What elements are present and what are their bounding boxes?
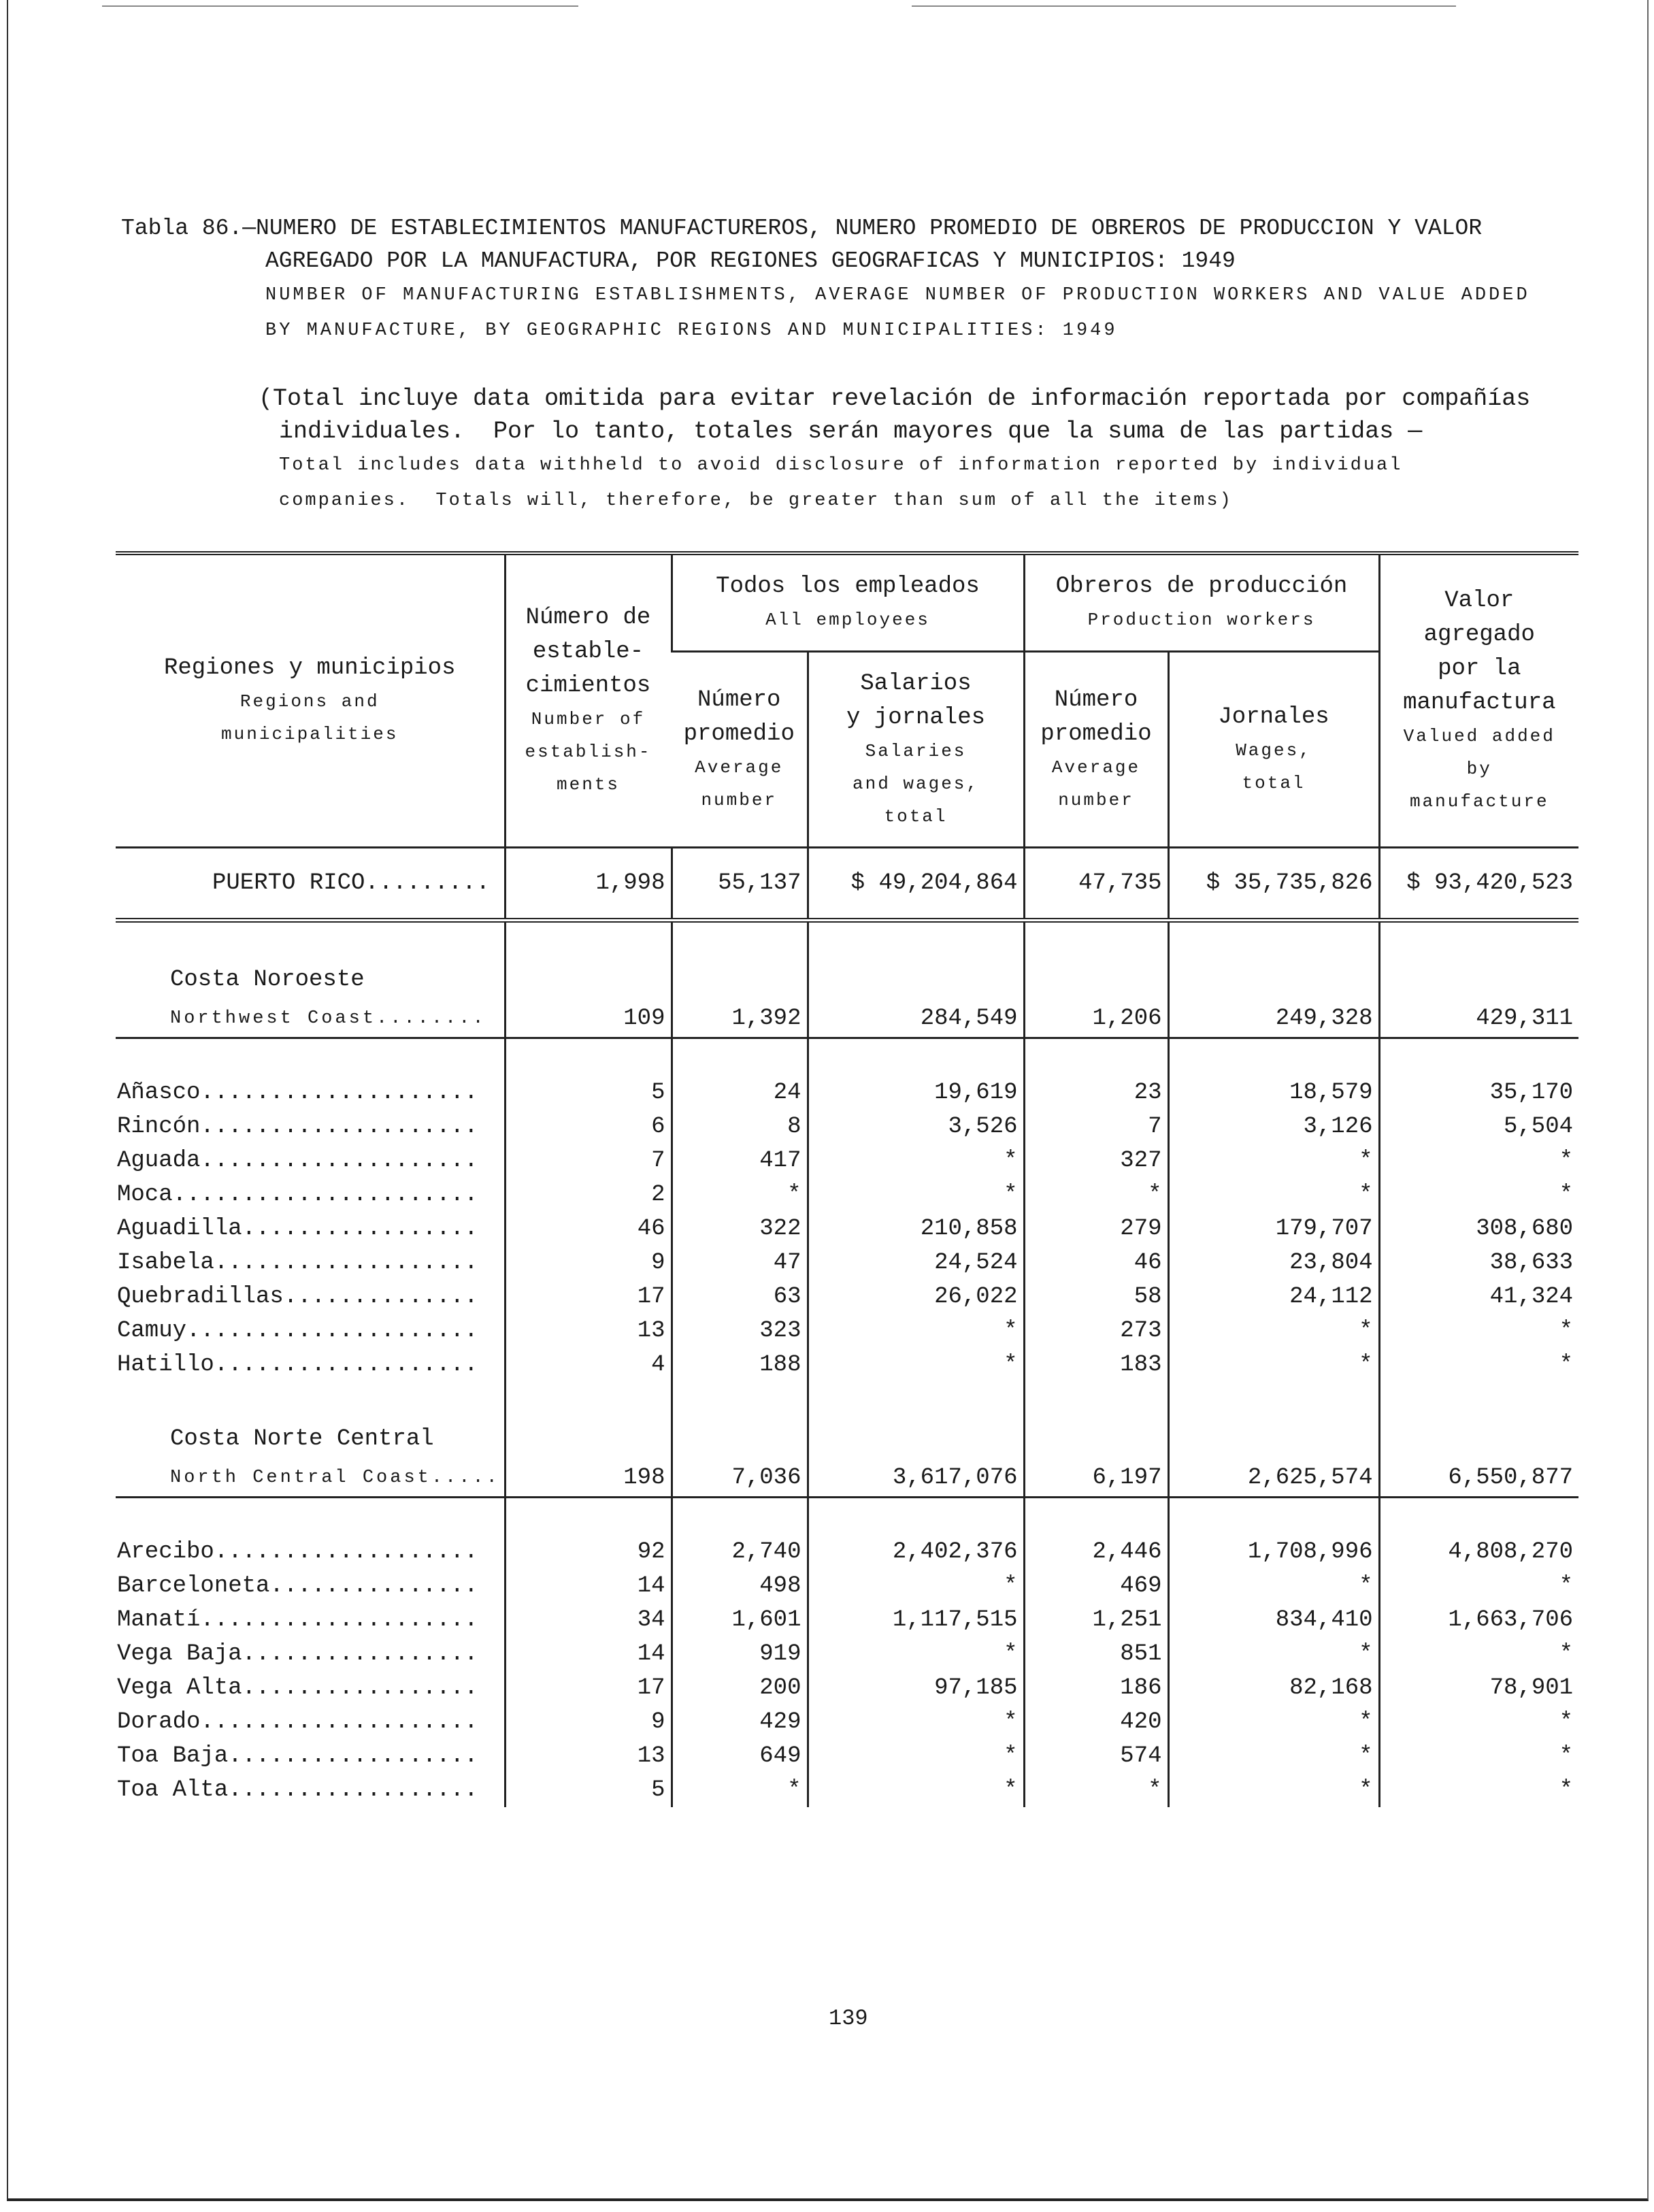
note-en-line2: companies. Totals will, therefore, be greater than sum of all the items) [279, 491, 1233, 511]
cell: 186 [1024, 1671, 1168, 1705]
cell: 4 [505, 1348, 672, 1382]
cell: 13 [505, 1739, 672, 1773]
cell: 8 [672, 1110, 808, 1144]
note-en-line1: Total includes data withheld to avoid disclosure of information reported by individual [279, 455, 1403, 476]
cell: 38,633 [1379, 1246, 1578, 1280]
cell: 92 [505, 1535, 672, 1569]
municipality-name: Barceloneta............... [117, 1573, 478, 1599]
region-total-row [116, 1459, 1578, 1498]
cell: 97,185 [808, 1671, 1024, 1705]
cell: 41,324 [1379, 1280, 1578, 1314]
cell: * [808, 1569, 1024, 1603]
municipality-name: Dorado.................... [117, 1709, 478, 1735]
cell: * [1168, 1178, 1379, 1212]
cell: 24 [672, 1076, 808, 1110]
cell: 308,680 [1379, 1212, 1578, 1246]
cell: 284,549 [808, 1000, 1024, 1038]
municipality-row [116, 1535, 1578, 1569]
municipality-row [116, 1348, 1578, 1382]
cell: 1,663,706 [1379, 1603, 1578, 1637]
cell: 46 [505, 1212, 672, 1246]
municipality-name: Aguadilla................. [117, 1216, 478, 1242]
table-title [121, 212, 1584, 348]
cell: 17 [505, 1671, 672, 1705]
header-production-workers: Obreros de producción Production workers [1024, 553, 1379, 652]
cell: 327 [1024, 1144, 1168, 1178]
cell: 78,901 [1379, 1671, 1578, 1705]
cell: * [1168, 1739, 1379, 1773]
cell: 47 [672, 1246, 808, 1280]
cell: 649 [672, 1739, 808, 1773]
cell: 6 [505, 1110, 672, 1144]
cell: 429,311 [1379, 1000, 1578, 1038]
cell: 63 [672, 1280, 808, 1314]
cell: 13 [505, 1314, 672, 1348]
cell: 574 [1024, 1739, 1168, 1773]
note-es-line2: individuales. Por lo tanto, totales serán mayores que la suma de las partidas — [279, 418, 1423, 445]
cell: 7,036 [672, 1459, 808, 1498]
title-en-line2: BY MANUFACTURE, BY GEOGRAPHIC REGIONS AND MUNICIPALITIES: 1949 [265, 320, 1118, 341]
cell: * [1168, 1569, 1379, 1603]
cell: * [1379, 1144, 1578, 1178]
cell: * [808, 1144, 1024, 1178]
cell: 322 [672, 1212, 808, 1246]
header-value-added: Valor agregado por la manufactura Valued added by manufacture [1379, 553, 1578, 848]
municipality-name: Toa Alta.................. [117, 1777, 478, 1803]
cell: 851 [1024, 1637, 1168, 1671]
cell: 35,170 [1379, 1076, 1578, 1110]
cell: * [808, 1178, 1024, 1212]
cell: * [1168, 1705, 1379, 1739]
municipality-name: Rincón.................... [117, 1114, 478, 1140]
cell: 1,708,996 [1168, 1535, 1379, 1569]
cell: $ 35,735,826 [1168, 848, 1379, 921]
municipality-name: Isabela................... [117, 1250, 478, 1276]
cell: 34 [505, 1603, 672, 1637]
region-name-en: Northwest Coast........ [170, 1008, 486, 1029]
municipality-row [116, 1637, 1578, 1671]
cell: 2,740 [672, 1535, 808, 1569]
cell: 919 [672, 1637, 808, 1671]
region-title-row [116, 1419, 1578, 1459]
municipality-row [116, 1671, 1578, 1705]
cell: * [672, 1178, 808, 1212]
municipality-row [116, 1178, 1578, 1212]
municipality-name: Aguada.................... [117, 1148, 478, 1174]
cell: 498 [672, 1569, 808, 1603]
cell: 1,251 [1024, 1603, 1168, 1637]
cell: 82,168 [1168, 1671, 1379, 1705]
cell: 429 [672, 1705, 808, 1739]
cell: * [1024, 1773, 1168, 1807]
cell: 2,402,376 [808, 1535, 1024, 1569]
municipality-name: Quebradillas.............. [117, 1284, 478, 1310]
note-es-line1: (Total incluye data omitida para evitar revelación de información reportada por compañías [259, 385, 1531, 412]
municipality-row [116, 1076, 1578, 1110]
municipality-name: Arecibo................... [117, 1539, 478, 1565]
table-note [259, 382, 1585, 518]
cell: 3,617,076 [808, 1459, 1024, 1498]
cell: $ 49,204,864 [808, 848, 1024, 921]
cell: 200 [672, 1671, 808, 1705]
cell: * [1379, 1637, 1578, 1671]
region-total-row [116, 1000, 1578, 1038]
cell: 1,117,515 [808, 1603, 1024, 1637]
cell: 1,392 [672, 1000, 808, 1038]
cell: 23 [1024, 1076, 1168, 1110]
cell: * [1379, 1773, 1578, 1807]
cell: 420 [1024, 1705, 1168, 1739]
cell: * [808, 1637, 1024, 1671]
municipality-row [116, 1739, 1578, 1773]
cell: 417 [672, 1144, 808, 1178]
cell: 2,446 [1024, 1535, 1168, 1569]
cell: 198 [505, 1459, 672, 1498]
cell: 17 [505, 1280, 672, 1314]
cell: 58 [1024, 1280, 1168, 1314]
title-es-line2: AGREGADO POR LA MANUFACTURA, POR REGIONES GEOGRAFICAS Y MUNICIPIOS: 1949 [265, 248, 1236, 274]
cell: * [1168, 1144, 1379, 1178]
top-rule [102, 5, 578, 7]
cell: 6,197 [1024, 1459, 1168, 1498]
cell: 188 [672, 1348, 808, 1382]
cell: * [808, 1739, 1024, 1773]
cell: 14 [505, 1569, 672, 1603]
cell: 323 [672, 1314, 808, 1348]
cell: * [1168, 1637, 1379, 1671]
cell: 834,410 [1168, 1603, 1379, 1637]
cell: 210,858 [808, 1212, 1024, 1246]
header-prod-avg-number: Número promedio Average number [1024, 652, 1168, 848]
cell: 3,126 [1168, 1110, 1379, 1144]
municipality-name: Camuy..................... [117, 1318, 478, 1344]
cell: 46 [1024, 1246, 1168, 1280]
cell: * [1379, 1178, 1578, 1212]
cell: 7 [505, 1144, 672, 1178]
cell: 3,526 [808, 1110, 1024, 1144]
cell: * [808, 1314, 1024, 1348]
municipality-row [116, 1569, 1578, 1603]
municipality-name: Vega Alta................. [117, 1675, 478, 1701]
cell: 1,998 [505, 848, 672, 921]
municipality-row [116, 1110, 1578, 1144]
cell: * [1379, 1348, 1578, 1382]
cell: * [1024, 1178, 1168, 1212]
cell: 2,625,574 [1168, 1459, 1379, 1498]
total-row-puerto-rico [116, 848, 1578, 921]
cell: 9 [505, 1246, 672, 1280]
municipality-row [116, 1314, 1578, 1348]
municipality-name: Hatillo................... [117, 1352, 478, 1378]
cell: 4,808,270 [1379, 1535, 1578, 1569]
cell: 1,601 [672, 1603, 808, 1637]
title-es-line1: Tabla 86.—NUMERO DE ESTABLECIMIENTOS MANUFACTUREROS, NUMERO PROMEDIO DE OBREROS DE PRODUCCION Y VALOR [121, 216, 1483, 241]
municipality-row [116, 1246, 1578, 1280]
cell: 109 [505, 1000, 672, 1038]
cell: * [808, 1773, 1024, 1807]
municipality-row [116, 1144, 1578, 1178]
cell: 5 [505, 1773, 672, 1807]
cell: 279 [1024, 1212, 1168, 1246]
cell: 47,735 [1024, 848, 1168, 921]
header-all-avg-number: Número promedio Average number [683, 687, 795, 810]
cell: 14 [505, 1637, 672, 1671]
cell: 5,504 [1379, 1110, 1578, 1144]
cell: 24,112 [1168, 1280, 1379, 1314]
cell: $ 93,420,523 [1379, 848, 1578, 921]
municipality-row [116, 1705, 1578, 1739]
cell: * [1168, 1348, 1379, 1382]
municipality-row [116, 1280, 1578, 1314]
header-region: Regiones y municipios Regions and municipalities [164, 655, 456, 744]
municipality-name: Vega Baja................. [117, 1641, 478, 1667]
municipality-name: Moca...................... [117, 1182, 478, 1208]
cell: 179,707 [1168, 1212, 1379, 1246]
municipality-row [116, 1212, 1578, 1246]
cell: * [1379, 1569, 1578, 1603]
cell: 273 [1024, 1314, 1168, 1348]
cell: 183 [1024, 1348, 1168, 1382]
cell: 23,804 [1168, 1246, 1379, 1280]
municipality-name: Añasco.................... [117, 1080, 478, 1106]
municipality-name: Manatí.................... [117, 1607, 478, 1633]
municipality-row [116, 1773, 1578, 1807]
header-salaries: Salarios y jornales Salaries and wages, total [808, 652, 1024, 848]
top-rule [912, 5, 1456, 7]
header-wages: Jornales Wages, total [1168, 652, 1379, 848]
cell: * [1379, 1705, 1578, 1739]
cell: 19,619 [808, 1076, 1024, 1110]
cell: * [1379, 1314, 1578, 1348]
row-label: PUERTO RICO......... [212, 870, 491, 896]
cell: 55,137 [672, 848, 808, 921]
municipality-name: Toa Baja.................. [117, 1743, 478, 1769]
data-table [116, 551, 1578, 1807]
municipality-row [116, 1603, 1578, 1637]
cell: 26,022 [808, 1280, 1024, 1314]
cell: * [808, 1348, 1024, 1382]
cell: * [808, 1705, 1024, 1739]
cell: 7 [1024, 1110, 1168, 1144]
cell: * [672, 1773, 808, 1807]
cell: 5 [505, 1076, 672, 1110]
header-all-employees: Todos los empleados All employees [672, 553, 1024, 652]
header-establishments: Número de estable- cimientos Number of establish- ments [505, 553, 672, 848]
cell: * [1168, 1773, 1379, 1807]
page-number: 139 [829, 2006, 868, 2031]
cell: 249,328 [1168, 1000, 1379, 1038]
cell: 6,550,877 [1379, 1459, 1578, 1498]
region-name-en: North Central Coast..... [170, 1468, 500, 1488]
cell: 18,579 [1168, 1076, 1379, 1110]
cell: 469 [1024, 1569, 1168, 1603]
region-name-es: Costa Norte Central [170, 1426, 434, 1452]
region-title-row [116, 959, 1578, 1000]
title-en-line1: NUMBER OF MANUFACTURING ESTABLISHMENTS, AVERAGE NUMBER OF PRODUCTION WORKERS AND VALUE ADDED [265, 285, 1530, 306]
cell: * [1168, 1314, 1379, 1348]
cell: * [1379, 1739, 1578, 1773]
cell: 1,206 [1024, 1000, 1168, 1038]
region-name-es: Costa Noroeste [170, 967, 365, 993]
cell: 2 [505, 1178, 672, 1212]
cell: 24,524 [808, 1246, 1024, 1280]
cell: 9 [505, 1705, 672, 1739]
